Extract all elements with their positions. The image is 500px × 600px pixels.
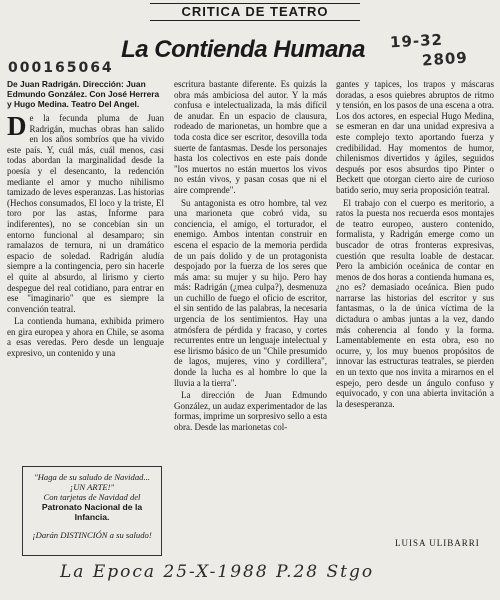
column-1	[7, 79, 164, 361]
ad-sponsor: Patronato Nacional de la Infancia.	[41, 502, 143, 522]
paragraph: gantes y tapices, los trapos y máscaras doradas, a esos quiebres abruptos de ritmo y tensión, en los pasos de una escena a otra. Los dos actores, en especial Hugo Medina, se esmeran en dar una unidad expresiva a este complejo texto aportando fuerza y credibilidad. Hay momentos de humor, chilenismos divertidos y ágiles, seguidos después por esos absurdos tipo Pinter o Beckett que otorgan cierto aire de curioso batido serio, muy seria proposición teatral.	[336, 79, 494, 195]
ad-line: Con tarjetas de Navidad del	[43, 492, 141, 502]
paragraph: La dirección de Juan Edmundo González, un audaz experimentador de las formas, imprime un sorpresivo sello a esta obra. Desde las marionetas col-	[174, 390, 327, 432]
paragraph: Su antagonista es otro hombre, tal vez una marioneta que cobró vida, su conciencia, el amigo, el torturador, el enemigo. Ambos intentan construir en escena el espacio de la memoria perdida de un país dolido y de un protagonista despojado por la fuerza de los seres que más ama: su mujer y su hijo. Pero hay más: Radrigán (¿mea culpa?), desmenuza un cuchillo de fuego el oficio de escritor, el sin sentido de las palabras, la necesaria urgencia de los sentimientos. Hay una atmósfera de pérdida y fracaso, y cortes recurrentes entre un lenguaje intelectual y ese lirismo básico de un "Chile presumido de lagos, mujeres, vino y cordillera", donde la lucha es al hombre lo que la lluvia a la tierra".	[174, 197, 327, 388]
article-title: La Contienda Humana	[121, 36, 365, 63]
paragraph	[7, 113, 164, 314]
handwritten-date: 19-32	[389, 30, 444, 52]
drop-cap: D	[7, 111, 27, 141]
column-2	[174, 79, 327, 435]
column-3	[336, 79, 494, 411]
paragraph: La contienda humana, exhibida primero en gira europea y ahora en Chile, se asoma a esas veredas. Pero desde un lenguaje expresivo, un contenido y una	[7, 316, 164, 359]
credits: De Juan Radrigán. Dirección: Juan Edmundo González. Con José Herrera y Hugo Medina. Teatro Del Angel.	[7, 79, 160, 109]
paragraph: escritura bastante diferente. Es quizás la obra más ambiciosa del autor. Y la más confusa e intelectualizada, la más difícil de anudar. En un espacio de clausura, rodeado de marionetas, un hombre que a toda costa dice ser escritor, desovilla toda suerte de fantasmas. Desde los personajes hasta los colectivos en este país donde "los muertos no están muertos los vivos no están vivos, y pasan cosas que ni el aire comprende".	[174, 79, 327, 195]
handwritten-number: 2809	[421, 48, 469, 70]
ad-headline: "Haga de su saludo de Navidad... ¡UN ARTE!"	[34, 472, 150, 492]
handwritten-source-note: La Epoca 25-X-1988 P.28 Stgo	[60, 562, 375, 582]
author-byline: LUISA ULIBARRI	[395, 538, 480, 548]
ad-tagline: ¡Darán DISTINCIÓN a su saludo!	[32, 530, 152, 540]
advertisement-box	[22, 466, 162, 556]
paragraph: El trabajo con el cuerpo es meritorio, a ratos la puesta nos recuerda esos montajes de teatro europeo, austero contenido, formalista, y Radrigán emerge como un buscador de otras fronteras expresivas, cuestión que resulta loable de destacar. Pero la ambición oceánica de contar en menos de dos horas a contienda humana es, ¿no es? demasiado oceánica. Bien pudo narrarse las historias del escritor y sus fantasmas, o la de única víctima de la dictadura o ambas juntas a la vez, dando más coherencia al fondo y la forma. Lamentablemente en esta obra, eso no ocurre, y, los muy buenos propósitos de innovar las estructuras teatrales, se pierden en un texto que nos invita a mirarnos en el espejo, pero desde un ángulo confuso y equívocado, y con una abierta invitación a la desesperanza.	[336, 197, 494, 409]
section-header: CRITICA DE TEATRO	[150, 3, 360, 21]
handwritten-code: 000165064	[8, 60, 114, 76]
paragraph-text: e la fecunda pluma de Juan Radrigán, muchas obras han salido en los años sombríos que ha vivido este país. Y, cuál más, cuál menos, casi todas abordan la marginalidad desde la poesía y el desencanto, la redención mediante el amor y mucho nihilismo tamizado de leves esperanzas. Las historias (Hechos consumados, El loco y la triste, El toro por las astas, Informe para indiferentes), no se concebían sin un entorno funcional al desamparo; sin ramalazos de ternura, ni un dramático espacio de soledad. Radrigán aludía siempre a la contingencia, pero sin hacerle el quite al absurdo, al lirismo y cierto despegue del real cotidiano, para entrar en ese "imaginario" que es siempre la convención teatral.	[7, 113, 164, 314]
